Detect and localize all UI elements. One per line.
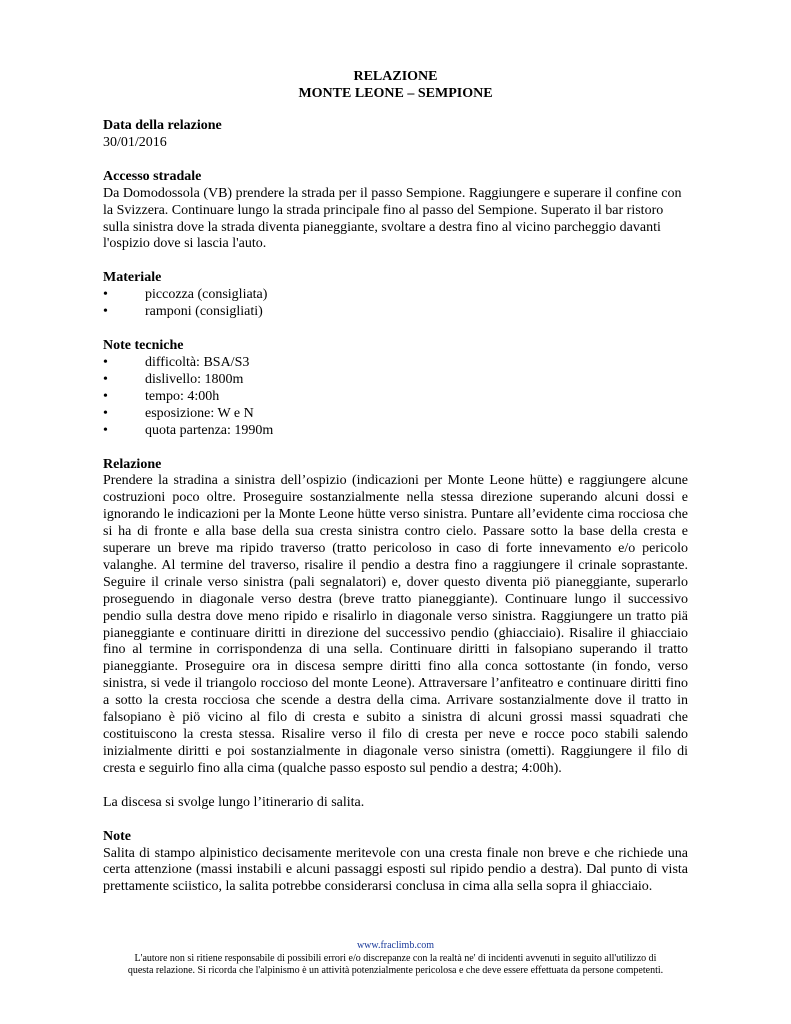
materials-section (103, 270, 688, 321)
list-item: • piccozza (consigliata) (103, 287, 688, 304)
notes-heading: Note (103, 828, 131, 844)
access-heading: Accesso stradale (103, 168, 202, 184)
notes-text: Salita di stampo alpinistico decisamente meritevole con una cresta finale non breve e che richiede una certa attenzione (massi instabili e alcuni passaggi esposti sul ripido pendio a destra). Dal punto di vista prettamente sciistico, la salita potrebbe considerarsi conclusa in cima alla sella sopra il ghiacciaio. (103, 845, 688, 895)
document-body (103, 118, 688, 913)
report-heading: Relazione (103, 456, 162, 472)
access-section (103, 169, 688, 254)
materials-heading: Materiale (103, 270, 162, 286)
list-item: • dislivello: 1800m (103, 372, 688, 389)
descent-section (103, 795, 688, 812)
list-item: • tempo: 4:00h (103, 389, 688, 406)
descent-text: La discesa si svolge lungo l’itinerario di salita. (103, 794, 365, 810)
date-value: 30/01/2016 (103, 134, 167, 150)
tech-notes-heading: Note tecniche (103, 338, 184, 354)
document-title: RELAZIONE (353, 69, 438, 84)
report-section (103, 457, 688, 778)
notes-section (103, 829, 688, 897)
access-text: Da Domodossola (VB) prendere la strada per il passo Sempione. Raggiungere e superare il confine con la Svizzera. Continuare lungo la strada principale fino al passo del Sempione. Superato il bar ristoro sulla sinistra dove la strada diventa pianeggiante, svoltare a destra fino al vicino parcheggio davanti l'ospizio dove si lascia l'auto. (103, 185, 682, 252)
page-footer (0, 940, 791, 978)
document-header (0, 68, 791, 102)
list-item: • esposizione: W e N (103, 406, 688, 423)
tech-notes-list (103, 355, 688, 440)
tech-notes-section (103, 338, 688, 439)
footer-disclaimer-line-2: questa relazione. Si ricorda che l'alpinismo è un attività potenzialmente pericolosa e che deve essere effettuata da persone competenti. (127, 965, 664, 976)
list-item: • quota partenza: 1990m (103, 423, 688, 440)
materials-list (103, 287, 688, 321)
report-text: Prendere la stradina a sinistra dell’ospizio (indicazioni per Monte Leone hütte) e raggiungere alcune costruzioni poco oltre. Proseguire sostanzialmente nella stessa direzione superando alcuni dossi e ignorando le indicazioni per la Monte Leone hütte verso sinistra. Puntare all’evidente cima rocciosa che si ha di fronte e alla base della sua cresta sinistra contro cielo. Passare sotto la base della cresta e superare un breve ma ripido traverso (tratto pericoloso in caso di forte innevamento e/o pericolo valanghe. Al termine del traverso, risalire il pendio a destra fino a raggiungere il crinale soprastante. Seguire il crinale verso sinistra (pali segnalatori) e, dover questo diventa piö pianeggiante, superarlo proseguendo in diagonale verso destra (breve tratto pianeggiante). Continuare lungo il successivo pendio sulla destra dove meno ripido e risalirlo in diagonale verso sinistra. Raggiungere un tratto piä pianeggiante e continuare diritti in direzione del successivo pendio (ghiacciaio). Risalire il ghiacciaio fino al termine in corrispondenza di una sella. Continuare diritti in falsopiano superando il tratto pianeggiante. Proseguire ora in discesa sempre diritti fino alla conca sottostante (in fondo, verso sinistra, si vede il triangolo roccioso del monte Leone). Attraversare l’anfiteatro e continuare diritti fino a sotto la cresta rocciosa che scende a destra della cima. Arrivare sostanzialmente dove il tratto in falsopiano è piö vicino al filo di cresta e subito a sinistra di alcuni grossi massi squadrati che costituiscono la cresta stessa. Risalire verso il filo di cresta per neve e rocce poco stabili salendo inizialmente diritti e poi sostanzialmente in diagonale verso sinistra (ometti). Raggiungere il filo di cresta e seguirlo fino alla cima (qualche passo esposto sul pendio a destra; 4:00h). (103, 473, 688, 776)
list-item: • ramponi (consigliati) (103, 304, 688, 321)
footer-site-link[interactable]: www.fraclimb.com (356, 940, 435, 951)
footer-disclaimer-line-1: L'autore non si ritiene responsabile di possibili errori e/o discrepanze con la realtà ne' di incidenti avvenuti in seguito all'utilizzo di (134, 952, 657, 964)
date-heading: Data della relazione (103, 118, 222, 133)
list-item: • difficoltà: BSA/S3 (103, 355, 688, 372)
document-subtitle: MONTE LEONE – SEMPIONE (298, 86, 493, 101)
date-section (103, 118, 688, 152)
